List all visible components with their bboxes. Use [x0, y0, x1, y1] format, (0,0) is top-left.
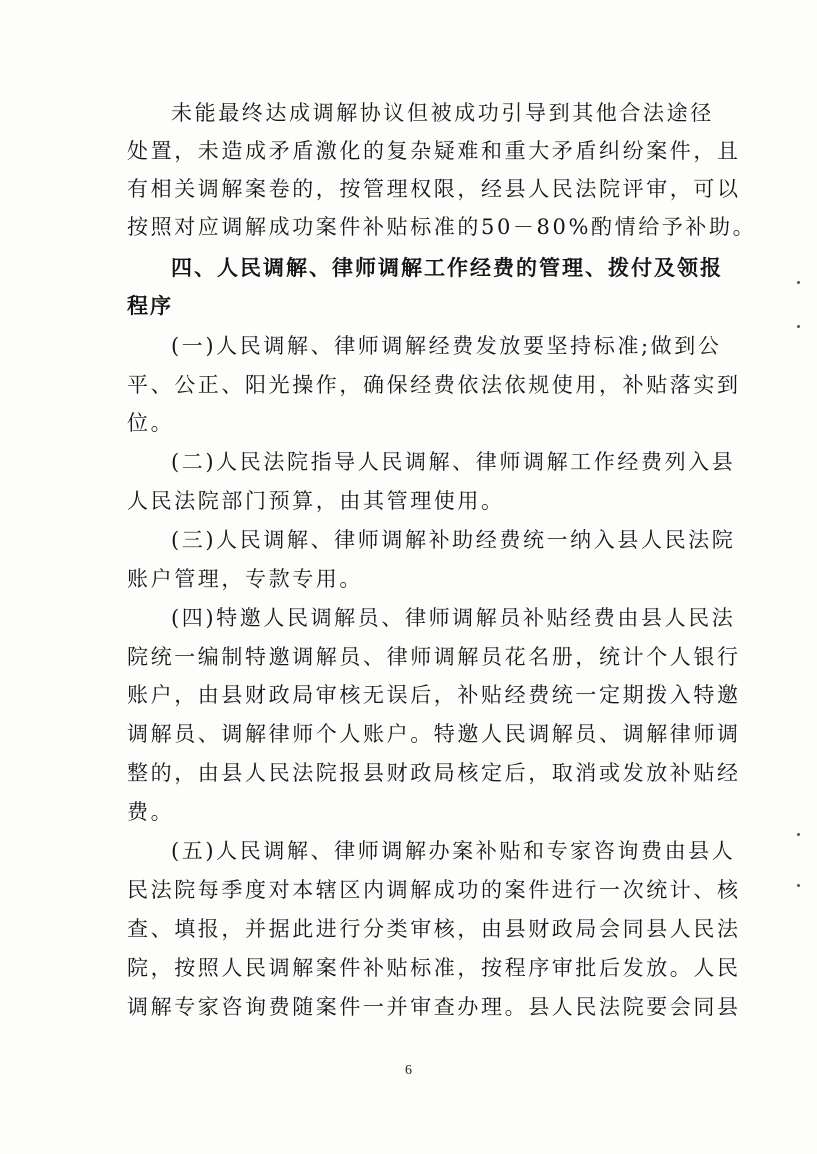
scan-speck	[797, 325, 800, 328]
text-line: 按照对应调解成功案件补贴标准的50－80%酌情给予补助。	[127, 215, 757, 239]
text-line: (四)特邀人民调解员、律师调解员补贴经费由县人民法	[171, 606, 736, 630]
text-line: 人民法院部门预算，由其管理使用。	[127, 489, 505, 513]
text-line: 整的，由县人民法院报县财政局核定后，取消或发放补贴经	[127, 761, 741, 785]
scan-speck	[797, 884, 800, 887]
page-number: 6	[405, 1063, 412, 1078]
text-line: 院统一编制特邀调解员、律师调解员花名册，统计个人银行	[127, 645, 741, 669]
text-line: (五)人民调解、律师调解办案补贴和专家咨询费由县人	[171, 839, 736, 863]
text-line: 账户，由县财政局审核无误后，补贴经费统一定期拨入特邀	[127, 683, 741, 707]
text-line: 账户管理，专款专用。	[127, 567, 363, 591]
scan-speck	[797, 833, 800, 836]
text-line: 调解员、调解律师个人账户。特邀人民调解员、调解律师调	[127, 722, 741, 746]
text-line: 费。	[127, 800, 175, 824]
text-line: 查、填报，并据此进行分类审核，由县财政局会同县人民法	[127, 917, 741, 941]
text-line: 平、公正、阳光操作，确保经费依法依规使用，补贴落实到	[127, 373, 741, 397]
text-line: (一)人民调解、律师调解经费发放要坚持标准;做到公	[171, 334, 722, 358]
text-line: 调解专家咨询费随案件一并审查办理。县人民法院要会同县	[127, 995, 741, 1019]
text-line: 院，按照人民调解案件补贴标准，按程序审批后发放。人民	[127, 956, 741, 980]
text-line: (二)人民法院指导人民调解、律师调解工作经费列入县	[171, 450, 736, 474]
text-line: 处置，未造成矛盾激化的复杂疑难和重大矛盾纠纷案件，且	[127, 139, 741, 163]
text-line: 未能最终达成调解协议但被成功引导到其他合法途径	[171, 101, 714, 125]
text-line: (三)人民调解、律师调解补助经费统一纳入县人民法院	[171, 528, 736, 552]
text-line: 位。	[127, 411, 175, 435]
text-line: 有相关调解案卷的，按管理权限，经县人民法院评审，可以	[127, 177, 741, 201]
section-heading-continued: 程序	[127, 294, 173, 318]
text-line: 民法院每季度对本辖区内调解成功的案件进行一次统计、核	[127, 878, 741, 902]
scan-speck	[797, 281, 800, 284]
section-heading: 四、人民调解、律师调解工作经费的管理、拨付及领报	[171, 256, 723, 280]
